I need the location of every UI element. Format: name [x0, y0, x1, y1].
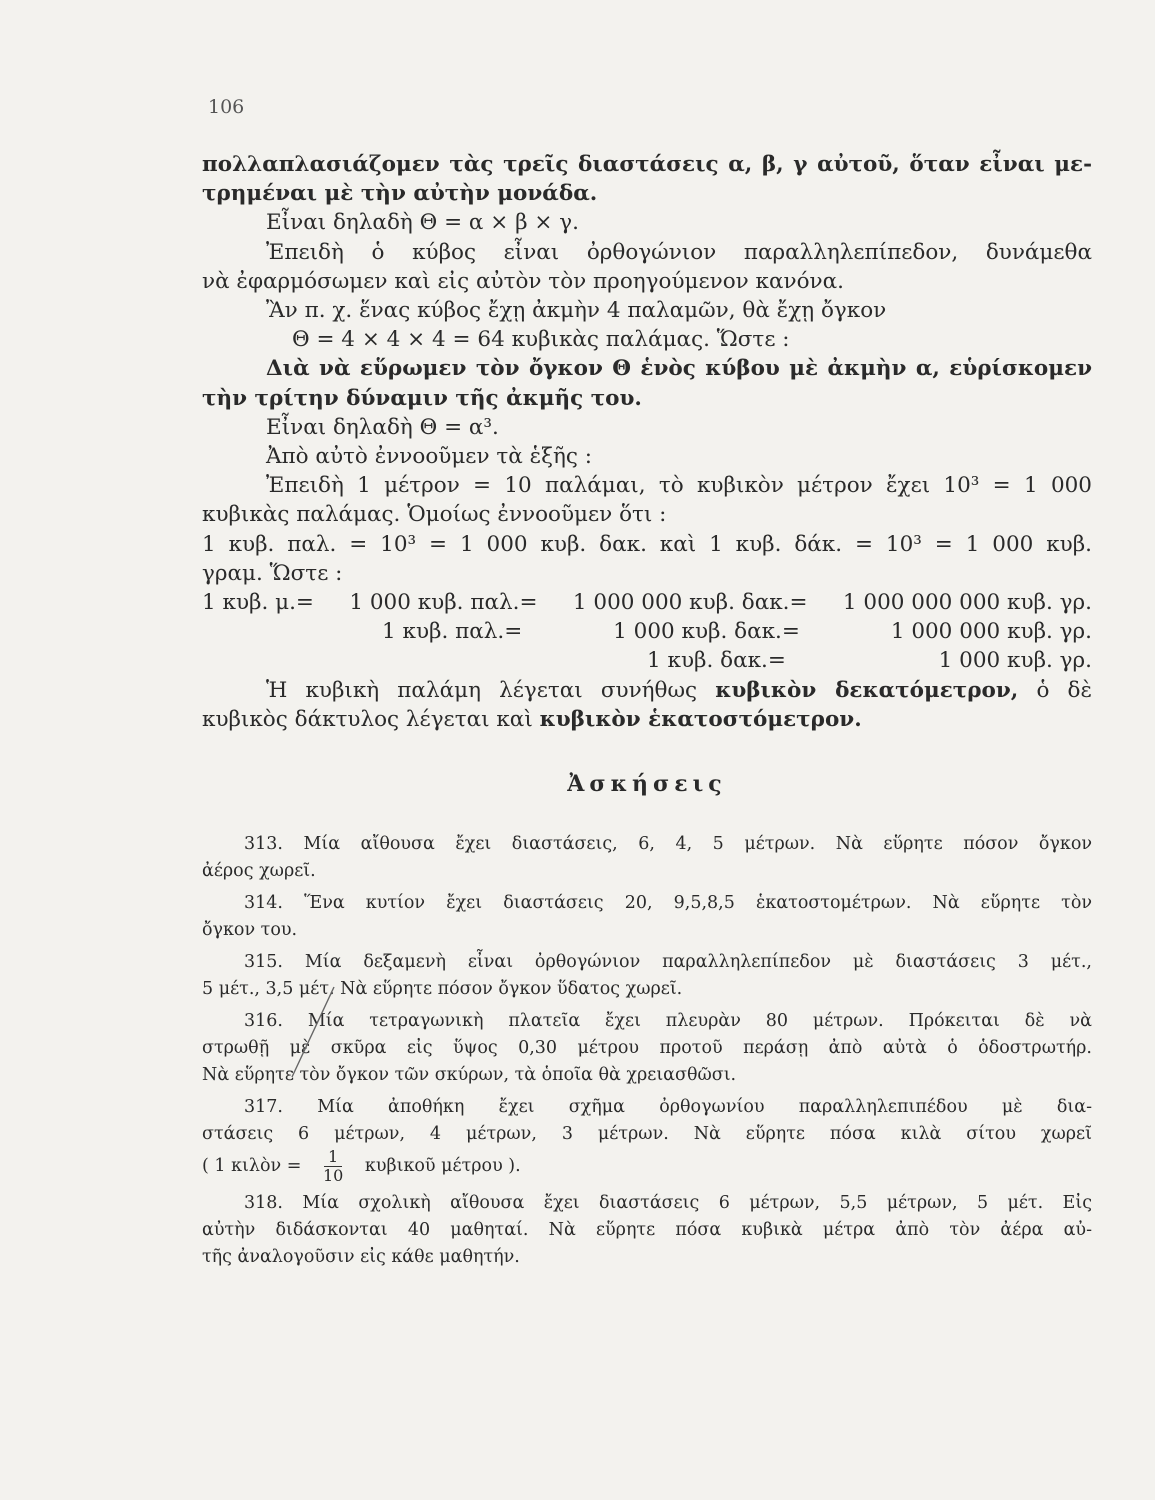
- table-cell: 1 000 000 000 κυβ. γρ.: [842, 590, 1092, 616]
- main-text: [202, 150, 1092, 1276]
- text-line: Ἐπειδὴ 1 μέτρον = 10 παλάμαι, τὸ κυβικὸν μέτρον ἔχει 10³ = 1 000: [266, 473, 1092, 499]
- text-line: [202, 676, 1092, 705]
- table-cell: 1 κυβ. παλ.=: [382, 619, 523, 645]
- bold-term: κυβικὸν ἑκατοστόμετρον.: [539, 706, 862, 732]
- exercise-line: 313. Μία αἴθουσα ἔχει διαστάσεις, 6, 4, 5 μέτρων. Νὰ εὕρητε πόσον ὄγκον: [244, 834, 1092, 855]
- unit-table-row: [202, 646, 1092, 675]
- table-cell: 1 000 κυβ. δακ.=: [613, 619, 800, 645]
- text-line: [202, 705, 1092, 734]
- formula: Εἶναι δηλαδὴ Θ = α × β × γ.: [266, 210, 579, 236]
- formula: Θ = 4 × 4 × 4 = 64 κυβικὰς παλάμας. Ὥστε :: [292, 327, 790, 353]
- text-line: Ἀπὸ αὐτὸ ἐννοοῦμεν τὰ ἑξῆς :: [266, 444, 592, 470]
- exercise-line: ὄγκον του.: [202, 920, 298, 941]
- exercise-line: Νὰ εὕρητε τὸν ὄγκον τῶν σκύρων, τὰ ὁποῖα θὰ χρειασθῶσι.: [202, 1065, 737, 1086]
- exercise-313: [202, 831, 1092, 885]
- exercise-line: 5 μέτ., 3,5 μέτ. Νὰ εὕρητε πόσον ὄγκον ὕδατος χωρεῖ.: [202, 979, 683, 1000]
- text-line: νὰ ἐφαρμόσωμεν καὶ εἰς αὐτὸν τὸν προηγούμενον κανόνα.: [202, 268, 844, 294]
- exercise-line: τῆς ἀναλογοῦσιν εἰς κάθε μαθητήν.: [202, 1247, 520, 1268]
- formula: Εἶναι δηλαδὴ Θ = α³.: [266, 414, 499, 440]
- table-cell: 1 000 000 κυβ. γρ.: [890, 619, 1092, 645]
- exercises-heading: Ἀσκήσεις: [567, 771, 727, 798]
- exercise-line: 315. Μία δεξαμενὴ εἶναι ὀρθογώνιον παραλληλεπίπεδον μὲ διαστάσεις 3 μέτ.,: [244, 952, 1092, 973]
- text-line: κυβικὰς παλάμας. Ὁμοίως ἐννοοῦμεν ὅτι :: [202, 502, 667, 528]
- exercise-line: 314. Ἕνα κυτίον ἔχει διαστάσεις 20, 9,5,8,5 ἑκατοστομέτρων. Νὰ εὕρητε τὸν: [244, 893, 1092, 914]
- table-cell: 1 κυβ. μ.=: [202, 590, 314, 616]
- exercise-line: αὐτὴν διδάσκονται 40 μαθηταί. Νὰ εὕρητε πόσα κυβικὰ μέτρα ἀπὸ τὸν ἀέρα αὐ-: [202, 1220, 1092, 1241]
- exercise-line: 316. Μία τετραγωνικὴ πλατεῖα ἔχει πλευρὰν 80 μέτρων. Πρόκειται δὲ νὰ: [244, 1011, 1092, 1032]
- unit-table-row: [202, 617, 1092, 646]
- text-span: ὁ δὲ: [1036, 677, 1093, 703]
- page-number: 106: [208, 96, 245, 118]
- text-line: τρημέναι μὲ τὴν αὐτὴν μονάδα.: [202, 181, 598, 207]
- rule-line: τὴν τρίτην δύναμιν τῆς ἀκμῆς του.: [202, 385, 642, 411]
- fraction: [323, 1148, 343, 1185]
- text-line: πολλαπλασιάζομεν τὰς τρεῖς διαστάσεις α, β, γ αὐτοῦ, ὅταν εἶναι με-: [202, 152, 1092, 177]
- exercise-line: 318. Μία σχολικὴ αἴθουσα ἔχει διαστάσεις 6 μέτρων, 5,5 μέτρων, 5 μέτ. Εἰς: [244, 1193, 1092, 1214]
- exercise-317: [202, 1094, 1092, 1185]
- text-span: κυβικοῦ μέτρου ).: [364, 1156, 521, 1177]
- exercise-line: [202, 1148, 1092, 1185]
- table-cell: 1 000 κυβ. γρ.: [938, 648, 1092, 674]
- table-cell: 1 000 000 κυβ. δακ.=: [572, 590, 808, 616]
- fraction-numerator: 1: [324, 1148, 342, 1167]
- exercise-line: 317. Μία ἀποθήκη ἔχει σχῆμα ὀρθογωνίου παραλληλεπιπέδου μὲ δια-: [244, 1097, 1092, 1118]
- exercise-318: [202, 1190, 1092, 1271]
- text-span: Ἡ κυβικὴ παλάμη λέγεται συνήθως: [266, 677, 698, 703]
- bold-term: κυβικὸν δεκατόμετρον,: [715, 677, 1019, 703]
- text-line: Ἐπειδὴ ὁ κύβος εἶναι ὀρθογώνιον παραλληλεπίπεδον, δυνάμεθα: [266, 239, 1092, 265]
- exercise-line: ἀέρος χωρεῖ.: [202, 861, 316, 882]
- unit-table-row: [202, 588, 1092, 617]
- exercise-line: στρωθῇ μὲ σκῦρα εἰς ὕψος 0,30 μέτρου προτοῦ περάσῃ ἀπὸ αὐτὰ ὁ ὁδοστρωτήρ.: [202, 1038, 1092, 1059]
- text-span: κυβικὸς δάκτυλος λέγεται καὶ: [202, 706, 533, 732]
- exercise-line: στάσεις 6 μέτρων, 4 μέτρων, 3 μέτρων. Νὰ εὕρητε πόσα κιλὰ σίτου χωρεῖ: [202, 1124, 1092, 1145]
- pen-stroke-mark: [286, 985, 338, 1080]
- table-cell: 1 κυβ. δακ.=: [647, 648, 786, 674]
- exercise-314: [202, 890, 1092, 944]
- text-line: γραμ. Ὥστε :: [202, 560, 343, 586]
- text-line: Ἂν π. χ. ἕνας κύβος ἔχῃ ἀκμὴν 4 παλαμῶν, θὰ ἔχῃ ὄγκον: [266, 298, 887, 324]
- rule-line: Διὰ νὰ εὕρωμεν τὸν ὄγκον Θ ἑνὸς κύβου μὲ ἀκμὴν α, εὑρίσκομεν: [266, 356, 1092, 382]
- fraction-denominator: 10: [322, 1166, 344, 1186]
- table-cell: 1 000 κυβ. παλ.=: [349, 590, 538, 616]
- text-span: ( 1 κιλὸν =: [202, 1156, 302, 1177]
- text-line: 1 κυβ. παλ. = 10³ = 1 000 κυβ. δακ. καὶ 1 κυβ. δάκ. = 10³ = 1 000 κυβ.: [202, 531, 1092, 557]
